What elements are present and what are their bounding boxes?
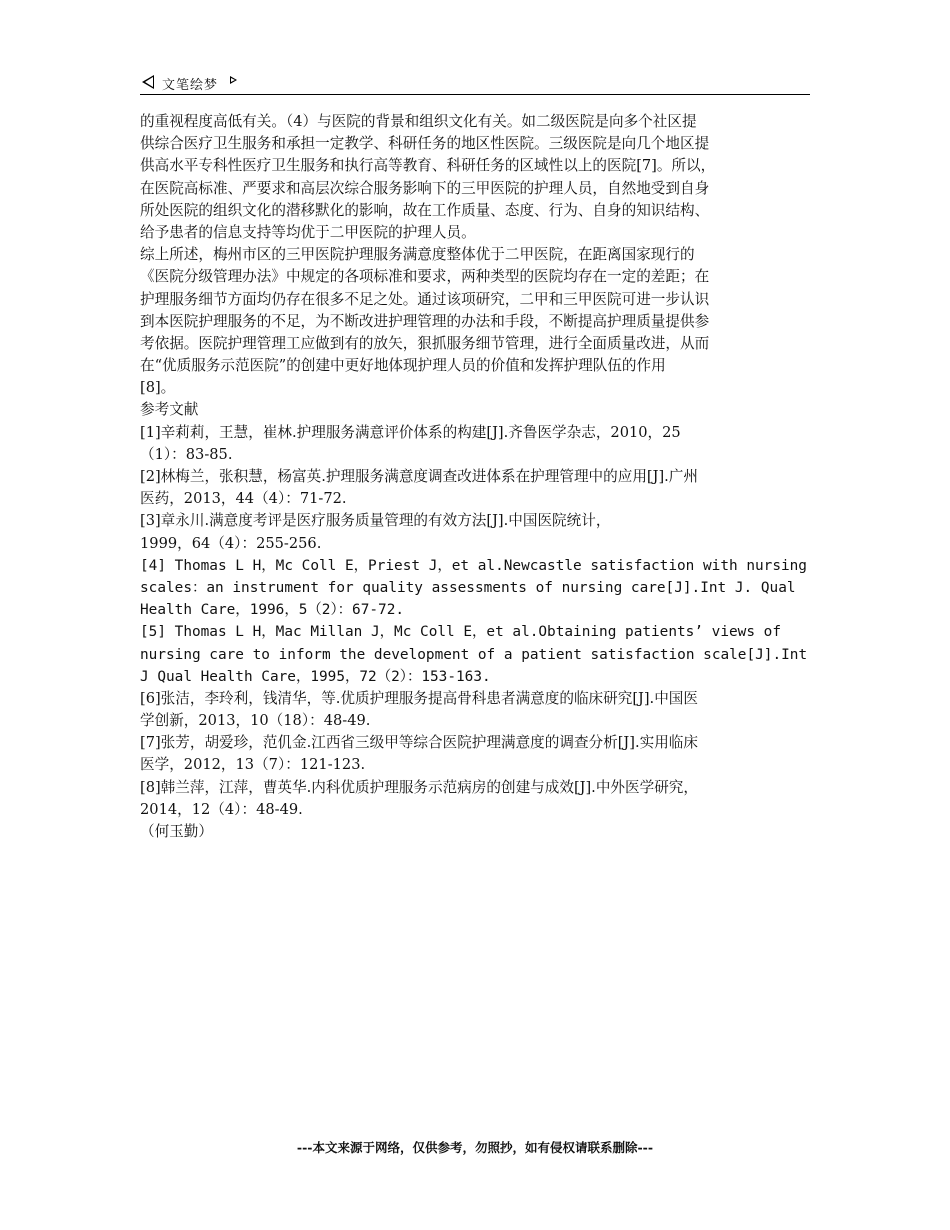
body-line: 考依据。医院护理管理工应做到有的放矢，狠抓服务细节管理，进行全面质量改进，从而: [140, 334, 710, 352]
reference-line: 医学，2012，13（7）：121-123.: [140, 756, 366, 774]
reference-line: [5] Thomas L H，Mac Millan J，Mc Coll E，et al.Obtaining patients’ views of: [140, 624, 781, 641]
body-line: 到本医院护理服务的不足，为不断改进护理管理的办法和手段，不断提高护理质量提供参: [140, 312, 710, 330]
reference-line: 1999，64（4）：255-256.: [140, 534, 322, 552]
triangle-right-icon: [230, 76, 237, 84]
reference-line: Health Care，1996，5（2）：67-72.: [140, 602, 405, 619]
reference-line: 学创新，2013，10（18）：48-49.: [140, 712, 371, 730]
editor-name: （何玉勤）: [140, 823, 213, 840]
body-line: 综上所述，梅州市区的三甲医院护理服务满意度整体优于二甲医院，在距离国家现行的: [140, 246, 695, 264]
footer-notice: ---本文来源于网络，仅供参考，勿照抄，如有侵权请联系删除---: [296, 1140, 654, 1155]
body-line: 供高水平专科性医疗卫生服务和执行高等教育、科研任务的区域性以上的医院[7]。所以，: [140, 157, 716, 175]
reference-line: [1]辛莉莉，王慧，崔林.护理服务满意评价体系的构建[J].齐鲁医学杂志，2010，25: [140, 423, 681, 441]
reference-line: [6]张洁，李玲利，钱清华，等.优质护理服务提高骨科患者满意度的临床研究[J].中国医: [140, 689, 698, 707]
reference-line: [3]章永川.满意度考评是医疗服务质量管理的有效方法[J].中国医院统计，: [140, 512, 611, 530]
body-line: 在“优质服务示范医院”的创建中更好地体现护理人员的价值和发挥护理队伍的作用: [140, 357, 666, 375]
body-line: [8]。: [140, 379, 176, 397]
reference-line: nursing care to inform the development of a patient satisfaction scale[J].Int: [140, 646, 808, 663]
body-line: 供综合医疗卫生服务和承担一定教学、科研任务的地区性医院。三级医院是向几个地区提: [140, 135, 710, 153]
triangle-left-icon: [142, 75, 154, 89]
body-line: 给予患者的信息支持等均优于二甲医院的护理人员。: [140, 223, 476, 241]
body-line: 在医院高标准、严要求和高层次综合服务影响下的三甲医院的护理人员，自然地受到自身: [140, 179, 710, 197]
reference-line: [7]张芳，胡爱珍，范仉金.江西省三级甲等综合医院护理满意度的调查分析[J].实用临床: [140, 734, 698, 752]
reference-line: 医药，2013，44（4）：71-72.: [140, 490, 347, 508]
document-body: [140, 111, 810, 843]
body-line: 护理服务细节方面均仍存在很多不足之处。通过该项研究，二甲和三甲医院可进一步认识: [140, 290, 710, 308]
header-brand: 文笔绘梦: [162, 78, 219, 93]
reference-line: [2]林梅兰，张积慧，杨富英.护理服务满意度调查改进体系在护理管理中的应用[J].广州: [140, 468, 698, 485]
reference-line: [8]韩兰萍，江萍，曹英华.内科优质护理服务示范病房的创建与成效[J].中外医学研究，: [140, 778, 698, 796]
reference-line: 2014，12（4）：48-49.: [140, 800, 303, 818]
body-line: 的重视程度高低有关。（4）与医院的背景和组织文化有关。如二级医院是向多个社区提: [140, 113, 697, 130]
body-line: 所处医院的组织文化的潜移默化的影响，故在工作质量、态度、行为、自身的知识结构、: [140, 201, 710, 219]
page-header: [140, 72, 810, 95]
reference-line: [4] Thomas L H，Mc Coll E，Priest J，et al.Newcastle satisfaction with nursing: [140, 557, 807, 574]
reference-line: J Qual Health Care，1995，72（2）：153-163.: [140, 668, 491, 685]
references-heading: 参考文献: [140, 401, 199, 419]
reference-line: scales：an instrument for quality assessments of nursing care[J].Int J. Qual: [140, 579, 796, 596]
body-line: 《医院分级管理办法》中规定的各项标准和要求，两种类型的医院均存在一定的差距；在: [140, 268, 710, 286]
reference-line: （1）：83-85.: [140, 445, 233, 463]
